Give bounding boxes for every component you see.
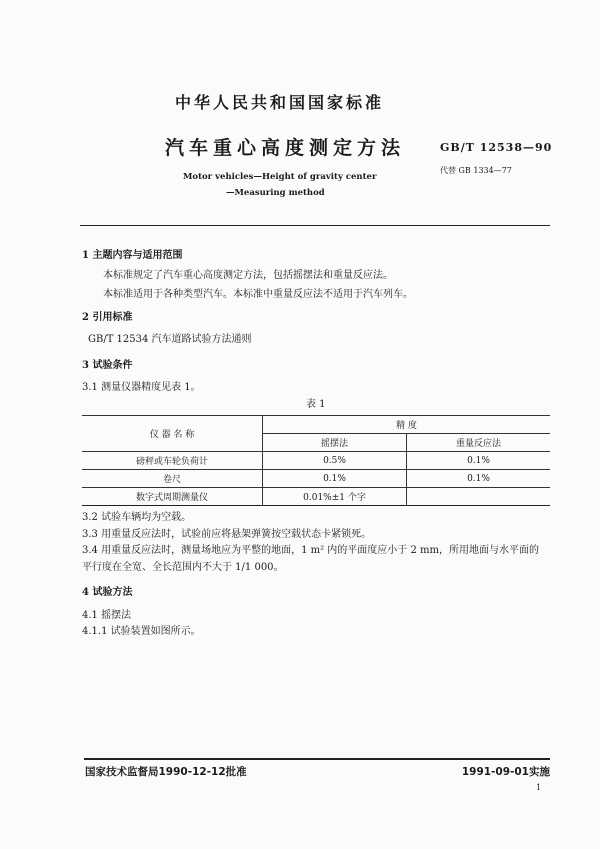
section-1-heading: 1 主题内容与适用范围	[82, 250, 183, 261]
precision-table	[82, 415, 550, 506]
national-standard-heading: 中华人民共和国国家标准	[175, 93, 385, 112]
paragraph: 3.2 试验车辆均为空载。	[82, 512, 192, 523]
approval-date: 国家技术监督局1990-12-12批准	[85, 766, 247, 778]
header-swing: 摇摆法	[263, 434, 407, 452]
header-precision: 精 度	[263, 416, 551, 434]
document-title: 汽车重心高度测定方法	[165, 137, 406, 159]
paragraph: 本标准规定了汽车重心高度测定方法，包括摇摆法和重量反应法。	[103, 270, 393, 281]
paragraph: 4.1 摇摆法	[82, 610, 132, 621]
paragraph: 4.1.1 试验装置如图所示。	[82, 626, 201, 637]
paragraph: 3.1 测量仪器精度见表 1。	[82, 382, 201, 393]
cell	[407, 488, 551, 506]
table-caption: 表 1	[306, 399, 326, 410]
paragraph: 3.3 用重量反应法时，试验前应将悬架弹簧按空载状态卡紧锁死。	[82, 529, 372, 540]
paragraph: 3.4 用重量反应法时，测量场地应为平整的地面，1 m² 内的平面度应小于 2 mm，所用地面与水平面的	[82, 545, 539, 556]
cell: 0.1%	[263, 470, 407, 488]
table-row	[82, 488, 550, 506]
standard-code: GB/T 12538—90	[440, 141, 553, 154]
paragraph: 平行度在全宽、全长范围内不大于 1/1 000。	[82, 562, 284, 573]
header-weight: 重量反应法	[407, 434, 551, 452]
cell: 0.1%	[407, 470, 551, 488]
cell: 卷尺	[82, 470, 263, 488]
paragraph: 本标准适用于各种类型汽车。本标准中重量反应法不适用于汽车列车。	[103, 289, 413, 300]
section-3-heading: 3 试验条件	[82, 360, 133, 371]
replaces-note: 代替 GB 1334—77	[440, 166, 512, 175]
header-rule	[80, 225, 550, 226]
footer-rule	[84, 758, 550, 760]
paragraph: GB/T 12534 汽车道路试验方法通则	[88, 334, 252, 345]
english-title-1: Motor vehicles—Height of gravity center	[183, 172, 377, 182]
cell: 数字式周期测量仪	[82, 488, 263, 506]
effective-date: 1991-09-01实施	[461, 766, 550, 778]
section-4-heading: 4 试验方法	[82, 587, 133, 598]
cell: 0.5%	[263, 452, 407, 470]
page-number: 1	[536, 783, 542, 792]
table-row	[82, 470, 550, 488]
cell: 0.1%	[407, 452, 551, 470]
section-2-heading: 2 引用标准	[82, 312, 133, 323]
table-row	[82, 452, 550, 470]
cell: 0.01%±1 个字	[263, 488, 407, 506]
english-title-2: —Measuring method	[226, 188, 325, 198]
header-instrument: 仪 器 名 称	[82, 416, 263, 452]
cell: 磅秤或车轮负荷计	[82, 452, 263, 470]
